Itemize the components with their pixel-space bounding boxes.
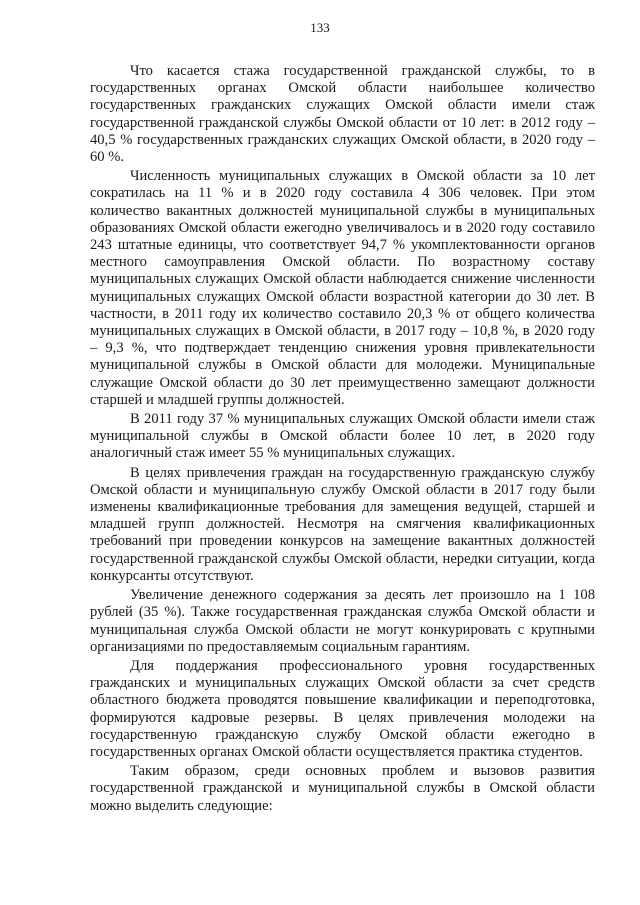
paragraph-professional-development: Для поддержания профессионального уровня государственных гражданских и муниципальных служащих Омской области за счет средств областного бюджета проводятся повышение квалификации и переподготовка, формируются кадровые резервы. В целях привлечения молодежи на государственную гражданскую службу Омской области ежегодно в государственных органах Омской области осуществляется практика студентов. <box>90 657 595 760</box>
paragraph-qualification-requirements: В целях привлечения граждан на государственную гражданскую службу Омской области и муниципальную службу Омской области в 2017 году были изменены квалификационные требования для замещения ведущей, старшей и младшей групп должностей. Несмотря на смягчения квалификационных требований при проведении конкурсов на замещение вакантных должностей государственной гражданской службы Омской области, нередки ситуации, когда конкурсанты отсутствуют. <box>90 464 595 584</box>
paragraph-conclusion: Таким образом, среди основных проблем и вызовов развития государственной гражданской и муниципальной службы в Омской области можно выделить следующие: <box>90 763 595 814</box>
paragraph-municipal-experience: В 2011 году 37 % муниципальных служащих Омской области имели стаж муниципальной службы в Омской области более 10 лет, в 2020 году аналогичный стаж имеет 55 % муниципальных служащих. <box>90 411 595 462</box>
paragraph-service-experience: Что касается стажа государственной гражданской службы, то в государственных органах Омской области наибольшее количество государственных гражданских служащих Омской области имели стаж государственной гражданской службы Омской области от 10 лет: в 2012 году – 40,5 % государственных гражданских служащих Омской области, в 2020 году – 60 %. <box>90 63 595 166</box>
paragraph-municipal-staff-count: Численность муниципальных служащих в Омской области за 10 лет сократилась на 11 % и в 2020 году составила 4 306 человек. При этом количество вакантных должностей муниципальной службы в муниципальных образованиях Омской области ежегодно увеличивалось и в 2020 году составило 243 штатные единицы, что соответствует 94,7 % укомплектованности органов местного самоуправления Омской области. По возрастному составу муниципальных служащих Омской области наблюдается снижение численности муниципальных служащих Омской области возрастной категории до 30 лет. В частности, в 2011 году их количество составило 20,3 % от общего количества муниципальных служащих в Омской области, в 2017 году – 10,8 %, в 2020 году – 9,3 %, что подтверждает тенденцию снижения уровня привлекательности муниципальной службы в Омской области для молодежи. Муниципальные служащие Омской области до 30 лет преимущественно замещают должности старшей и младшей группы должностей. <box>90 168 595 408</box>
page-body <box>90 63 595 817</box>
paragraph-salary-increase: Увеличение денежного содержания за десять лет произошло на 1 108 рублей (35 %). Также государственная гражданская служба Омской области и муниципальная служба Омской области не могут конкурировать с крупными организациями по предоставляемым социальным гарантиям. <box>90 587 595 655</box>
page-number: 133 <box>310 20 330 35</box>
